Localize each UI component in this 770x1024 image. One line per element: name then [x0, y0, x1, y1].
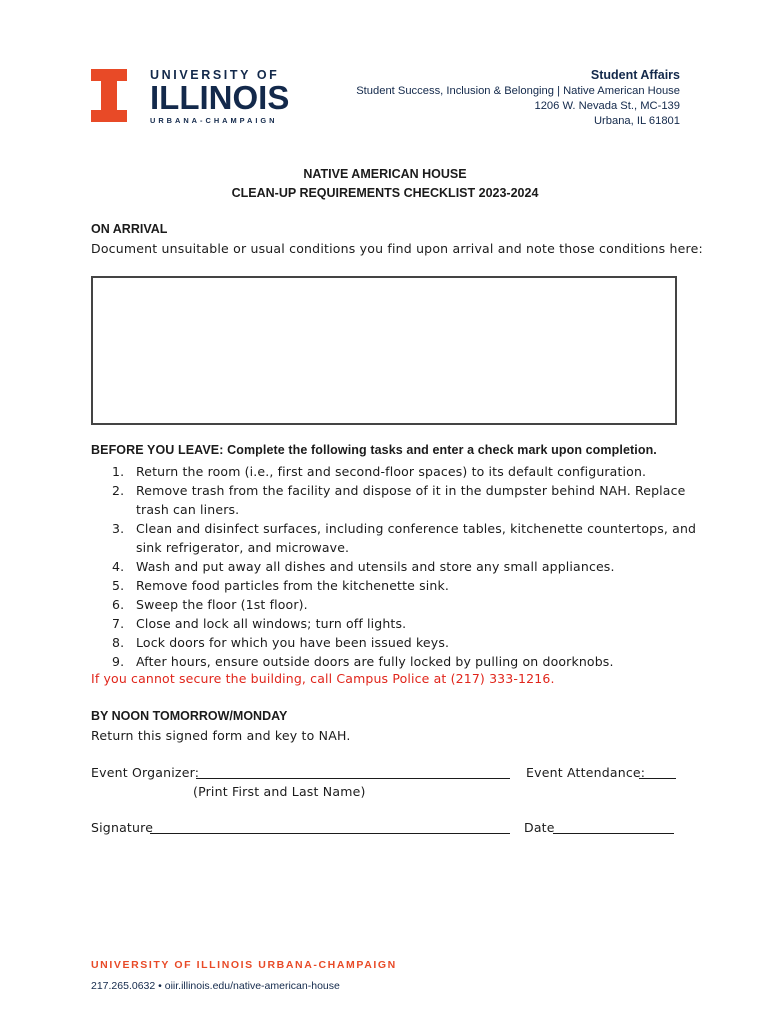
task-item [112, 481, 726, 500]
arrival-conditions-field[interactable] [91, 276, 677, 425]
unit-name: Student Affairs [590, 68, 680, 82]
task-text: trash can liners. [136, 502, 240, 517]
task-number: 8. [112, 635, 125, 650]
event-organizer-hint: (Print First and Last Name) [193, 784, 366, 799]
security-warning: If you cannot secure the building, call Campus Police at (217) 333-1216. [91, 671, 555, 686]
task-number: 6. [112, 597, 125, 612]
task-number: 4. [112, 559, 125, 574]
task-item-continuation [136, 500, 726, 519]
task-item [112, 557, 726, 576]
task-item [112, 462, 726, 481]
date-label: Date [524, 820, 555, 835]
event-attendance-label: Event Attendance: [526, 765, 646, 780]
task-text: Close and lock all windows; turn off lights. [136, 616, 407, 631]
signature-label: Signature [91, 820, 154, 835]
task-text: sink refrigerator, and microwave. [136, 540, 350, 555]
task-item [112, 519, 726, 538]
task-text: Remove food particles from the kitchenette sink. [136, 578, 449, 593]
event-organizer-label: Event Organizer: [91, 765, 200, 780]
task-text: Return the room (i.e., first and second-floor spaces) to its default configuration. [136, 464, 647, 479]
university-block-i-logo [91, 69, 127, 122]
task-item-continuation [136, 538, 726, 557]
signature-field[interactable] [150, 833, 510, 834]
task-number: 9. [112, 654, 125, 669]
cleanup-task-list [91, 462, 726, 671]
wordmark-line-1: UNIVERSITY OF [150, 68, 280, 82]
footer-university-name: UNIVERSITY OF ILLINOIS URBANA-CHAMPAIGN [91, 959, 397, 971]
before-you-leave-heading: BEFORE YOU LEAVE: Complete the following tasks and enter a check mark upon completion. [91, 443, 657, 457]
task-item [112, 595, 726, 614]
by-noon-heading: BY NOON TOMORROW/MONDAY [91, 709, 288, 723]
on-arrival-heading: ON ARRIVAL [91, 222, 168, 236]
task-item [112, 652, 726, 671]
city-address: Urbana, IL 61801 [593, 115, 680, 127]
task-text: Lock doors for which you have been issued keys. [136, 635, 450, 650]
date-field[interactable] [553, 833, 674, 834]
task-number: 2. [112, 483, 125, 498]
department-address-block [356, 67, 680, 129]
event-attendance-field[interactable] [639, 778, 676, 779]
task-text: Wash and put away all dishes and utensils and store any small appliances. [136, 559, 615, 574]
document-title-line-1: NATIVE AMERICAN HOUSE [303, 167, 467, 181]
task-number: 1. [112, 464, 125, 479]
task-text: After hours, ensure outside doors are fully locked by pulling on doorknobs. [136, 654, 614, 669]
university-wordmark [150, 68, 289, 127]
street-address: 1206 W. Nevada St., MC-139 [534, 100, 680, 112]
task-item [112, 614, 726, 633]
task-item [112, 633, 726, 652]
department-name: Student Success, Inclusion & Belonging | Native American House [356, 85, 680, 97]
footer-contact-info: 217.265.0632 • oiir.illinois.edu/native-american-house [91, 980, 340, 992]
task-number: 5. [112, 578, 125, 593]
document-title-line-2: CLEAN-UP REQUIREMENTS CHECKLIST 2023-2024 [231, 186, 539, 200]
task-number: 3. [112, 521, 125, 536]
task-number: 7. [112, 616, 125, 631]
event-organizer-field[interactable] [196, 778, 510, 779]
on-arrival-instruction: Document unsuitable or usual conditions you find upon arrival and note those conditions here: [91, 241, 703, 256]
task-text: Clean and disinfect surfaces, including conference tables, kitchenette countertops, and [136, 521, 697, 536]
wordmark-line-3: URBANA-CHAMPAIGN [150, 116, 278, 125]
task-text: Remove trash from the facility and dispose of it in the dumpster behind NAH. Replace [136, 483, 686, 498]
task-item [112, 576, 726, 595]
wordmark-line-2: ILLINOIS [150, 79, 290, 116]
by-noon-instruction: Return this signed form and key to NAH. [91, 728, 351, 743]
task-text: Sweep the floor (1st floor). [136, 597, 308, 612]
